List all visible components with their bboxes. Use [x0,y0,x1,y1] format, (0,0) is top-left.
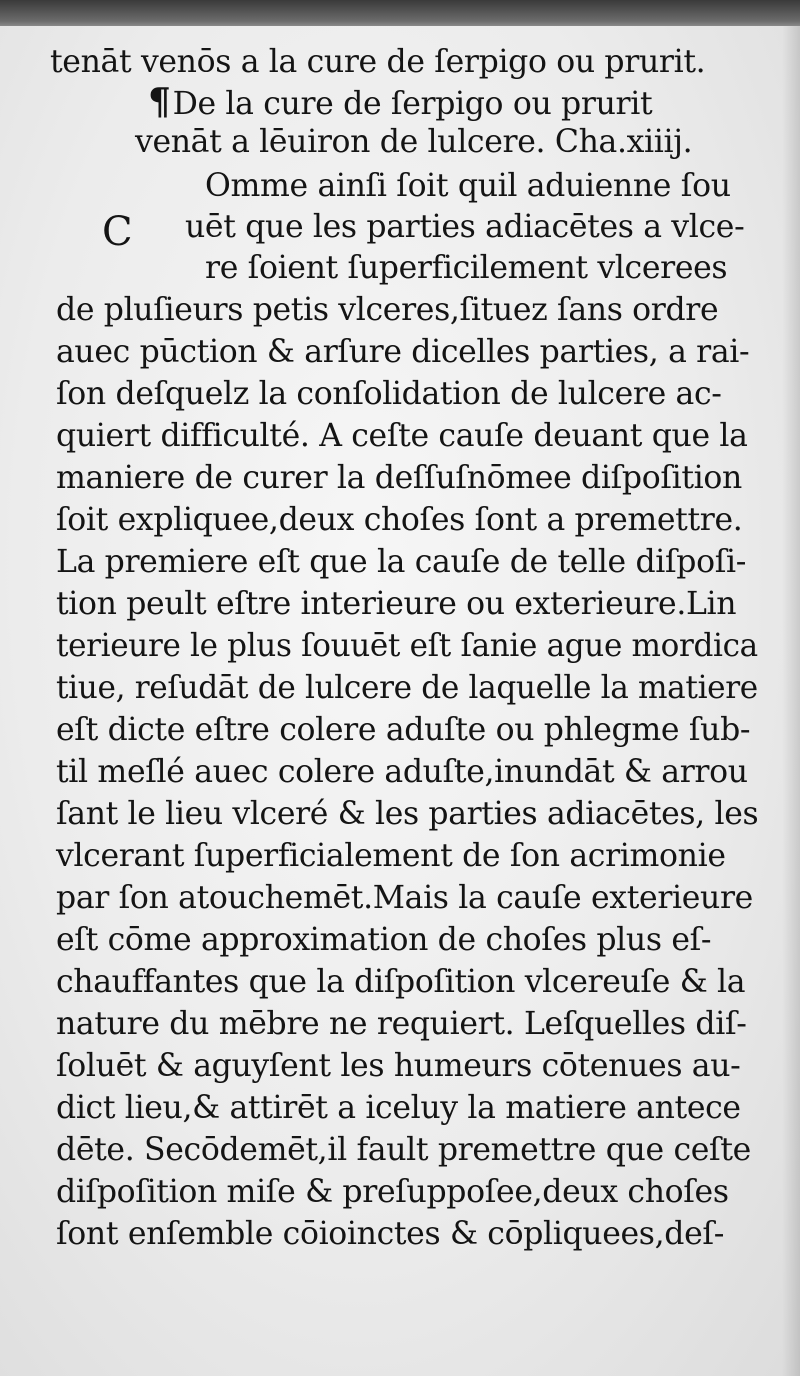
text-line: re ſoient ſuperficilement vlcerees [205,250,728,286]
chapter-heading-text: De la cure de ſerpigo ou prurit [172,86,653,122]
text-line: uēt que les parties adiacētes a vlce- [185,209,745,245]
text-line: quiert difficulté. A ceſte cauſe deuant que la [56,418,748,454]
text-line: dēte. Secōdemēt,il fault premettre que ceſte [56,1132,751,1168]
text-line: ſon deſquelz la conſolidation de lulcere ac- [56,376,722,412]
text-line: ſoluēt & aguyſent les humeurs cōtenues au- [56,1048,741,1084]
drop-cap: C [102,209,133,255]
text-line: chauffantes que la diſpoſition vlcereuſe & la [56,964,746,1000]
text-line: ſoit expliquee,deux choſes ſont a premettre. [56,502,743,538]
text-line: tiue, reſudāt de lulcere de laquelle la matiere [56,670,758,706]
text-line: La premiere eſt que la cauſe de telle diſpoſi- [56,544,747,580]
text-line: nature du mēbre ne requiert. Leſquelles diſ- [56,1006,747,1042]
text-line: auec pūction & arſure dicelles parties, a rai- [56,334,750,370]
text-line: ſont enſemble cōioinctes & cōpliquees,deſ- [56,1216,724,1252]
pilcrow-mark: ¶ [148,81,171,123]
chapter-heading-line [148,82,652,124]
text-line: ſant le lieu vlceré & les parties adiacētes, les [56,796,759,832]
text-line: maniere de curer la deſſuſnōmee diſpoſition [56,460,742,496]
text-line: tion peult eſtre interieure ou exterieure.Lin [56,586,737,622]
page-edge-shade [782,26,800,1376]
text-line: Omme ainſi ſoit quil aduienne ſou [205,168,731,204]
text-line: til meſlé auec colere aduſte,inundāt & arrou [56,754,748,790]
text-line: tenāt venōs a la cure de ſerpigo ou prurit. [50,44,706,80]
text-line: de pluſieurs petis vlceres,ſituez ſans ordre [56,292,719,328]
text-line: diſpoſition miſe & preſuppoſee,deux choſes [56,1174,729,1210]
text-line: dict lieu,& attirēt a iceluy la matiere antece [56,1090,741,1126]
text-line: par ſon atouchemēt.Mais la cauſe exterieure [56,880,753,916]
text-line: eſt cōme approximation de choſes plus eſ- [56,922,712,958]
chapter-heading-line: venāt a lēuiron de lulcere. Cha.xiiij. [135,124,693,160]
text-line: terieure le plus ſouuēt eſt ſanie ague mordica [56,628,758,664]
text-line: eſt dicte eſtre colere aduſte ou phlegme ſub- [56,712,751,748]
text-line: vlcerant ſuperficialement de ſon acrimonie [56,838,726,874]
